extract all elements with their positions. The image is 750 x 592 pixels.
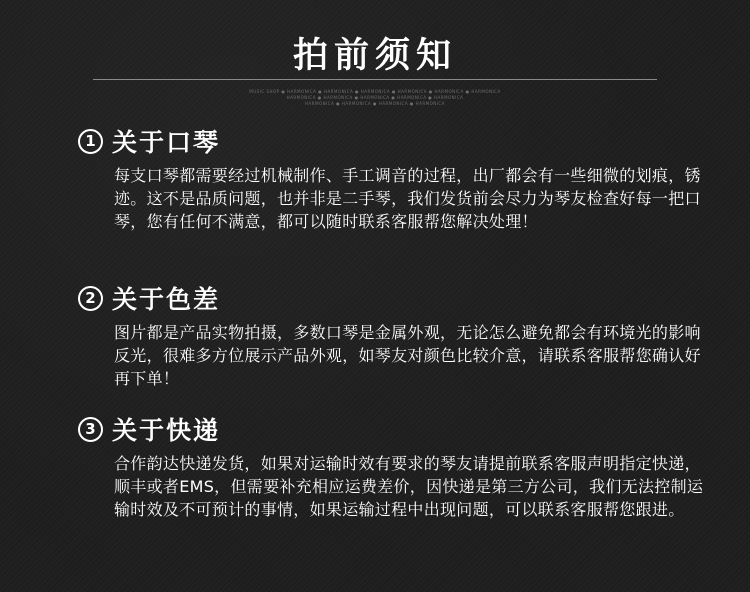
section-title: 关于口琴 <box>112 128 221 157</box>
tagline-line-2: HARMONICA ● HARMONICA ● HARMONICA ● HARMONICA ● HARMONICA <box>286 95 464 100</box>
tagline-line-3: HARMONICA ● HARMONICA ● HARMONICA ● HARMONICA <box>305 101 445 106</box>
section-body: 每支口琴都需要经过机械制作、手工调音的过程，出厂都会有一些细微的划痕，锈迹。这不是品质问题，也并非是二手琴，我们发货前会尽力为琴友检查好每一把口琴，您有任何不满意，都可以随时联系客服帮您解决处理！ <box>114 166 701 231</box>
section-title: 关于色差 <box>112 285 221 314</box>
section-title: 关于快递 <box>112 416 221 445</box>
section-color-difference <box>78 281 708 390</box>
title-divider <box>93 79 657 80</box>
section-number-badge: 3 <box>78 417 103 442</box>
tagline-line-1: MUSIC SHOP ● HARMONICA ● HARMONICA ● HARMONICA ● HARMONICA ● HARMONICA ● HARMONICA <box>249 89 501 94</box>
section-delivery <box>78 412 708 521</box>
section-body: 合作韵达快递发货，如果对运输时效有要求的琴友请提前联系客服声明指定快递，顺丰或者EMS，但需要补充相应运费差价，因快递是第三方公司，我们无法控制运输时效及不可预计的事情，如果运输过程中出现问题，可以联系客服帮您跟进。 <box>114 454 704 519</box>
section-heading <box>78 124 708 158</box>
section-heading <box>78 281 708 315</box>
section-body: 图片都是产品实物拍摄，多数口琴是金属外观，无论怎么避免都会有环境光的影响反光，很难多方位展示产品外观，如琴友对颜色比较介意，请联系客服帮您确认好再下单！ <box>114 323 701 388</box>
section-harmonica <box>78 124 708 233</box>
section-number-badge: 2 <box>78 286 103 311</box>
page-title: 拍前须知 <box>292 36 457 76</box>
section-number-badge: 1 <box>78 129 103 154</box>
section-heading <box>78 412 708 446</box>
header <box>0 0 750 120</box>
